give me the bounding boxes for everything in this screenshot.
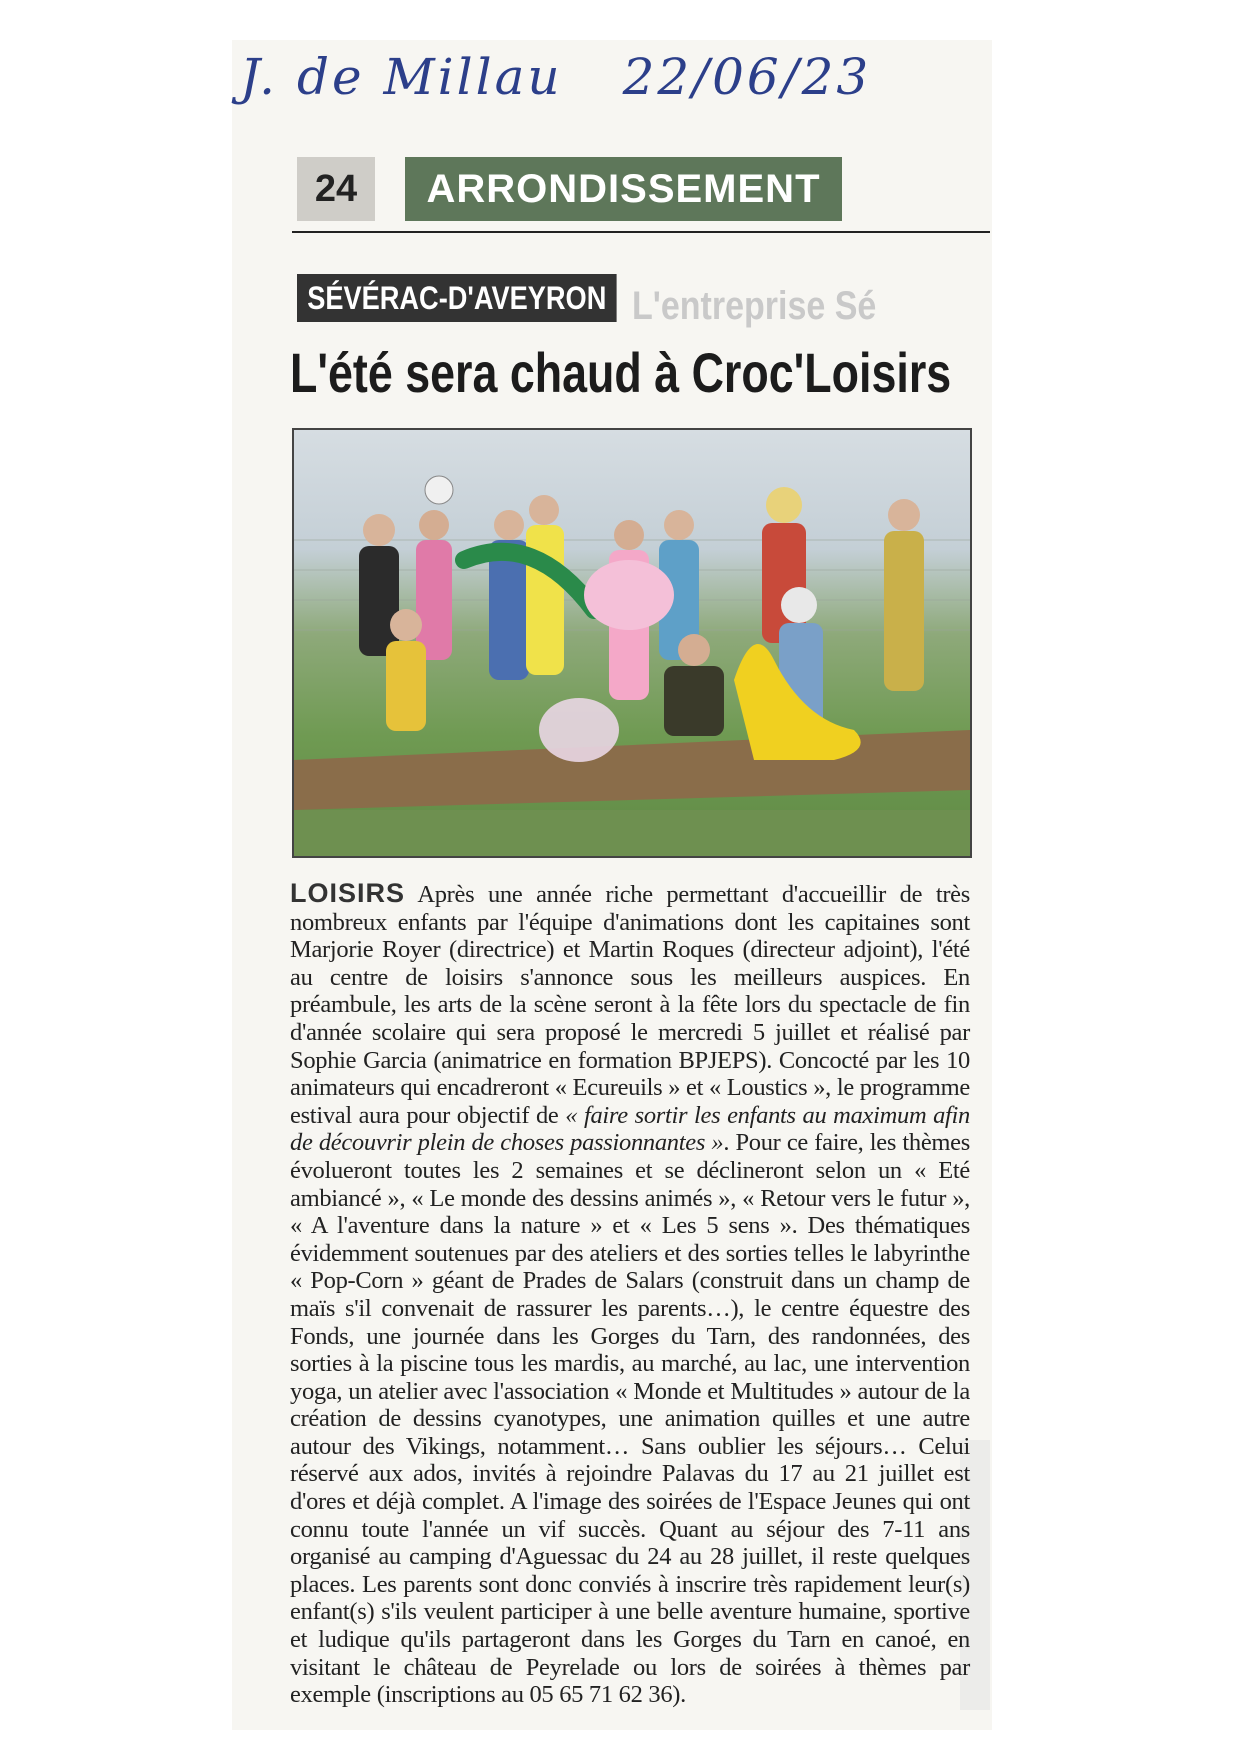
- article-quote: « faire sortir les enfants au maximum afin de découvrir plein de choses passionnantes »: [290, 1101, 971, 1157]
- article-headline: L'été sera chaud à Croc'Loisirs: [290, 341, 952, 404]
- group-photo: [292, 428, 972, 858]
- bleed-through-text: L'entreprise Sé: [632, 284, 877, 328]
- page-number: 24: [297, 157, 375, 221]
- handwritten-annotation: [240, 48, 871, 106]
- section-title: ARRONDISSEMENT: [405, 157, 842, 221]
- article-paragraph-part-2: . Pour ce faire, les thèmes évolueront toutes les 2 semaines et se déclineront selon un « Eté ambiancé », « Le monde des dessins animés », « Retour vers le futur », « A l'aventure dans la nature » et « Les 5 sens ». Des thématiques évidemment soutenues par des ateliers et des sorties telles le labyrinthe « Pop-Corn » géant de Prades de Salars (construit dans un champ de maïs s'il convenait de rassurer les parents…), le centre équestre des Fonds, une journée dans les Gorges du Tarn, des randonnées, des sorties à la piscine tous les mardis, au marché, au lac, une intervention yoga, un atelier avec l'association « Monde et Multitudes » autour de la création de dessins cyanotypes, une animation quilles et une autre autour des Vikings, notamment… Sans oublier les séjours… Celui réservé aux ados, invités à rejoindre Palavas du 17 au 21 juillet est d'ores et déjà complet. A l'image des soirées de l'Espace Jeunes qui ont connu toute l'année un vif succès. Quant au séjour des 7-11 ans organisé au camping d'Aguessac du 24 au 28 juillet, il reste quelques places. Les parents sont donc conviés à inscrire très rapidement leur(s) enfant(s) s'ils veulent participer à une belle aventure humaine, sportive et ludique qu'ils partageront dans les Gorges du Tarn en canoé, en visitant le château de Peyrelade ou lors de soirées à thèmes par exemple (inscriptions au 05 65 71 62 36).: [290, 1129, 970, 1709]
- handwritten-source: J. de Millau: [240, 48, 563, 106]
- handwritten-date: 22/06/23: [622, 48, 872, 106]
- article-kicker: SÉVÉRAC-D'AVEYRON: [297, 274, 617, 322]
- article-lead: LOISIRS: [290, 878, 406, 908]
- article-body: [290, 880, 970, 1709]
- article-paragraph-part-1: Après une année riche permettant d'accueillir de très nombreux enfants par l'équipe d'animations dont les capitaines sont Marjorie Royer (directrice) et Martin Roques (directeur adjoint), l'été au centre de loisirs s'annonce sous les meilleurs auspices. En préambule, les arts de la scène seront à la fête lors du spectacle de fin d'année scolaire qui sera proposé le mercredi 5 juillet et réalisé par Sophie Garcia (animatrice en formation BPJEPS). Concocté par les 10 animateurs qui encadreront « Ecureuils » et « Loustics », le programme estival aura pour objectif de: [290, 881, 970, 1129]
- header-rule: [292, 231, 990, 233]
